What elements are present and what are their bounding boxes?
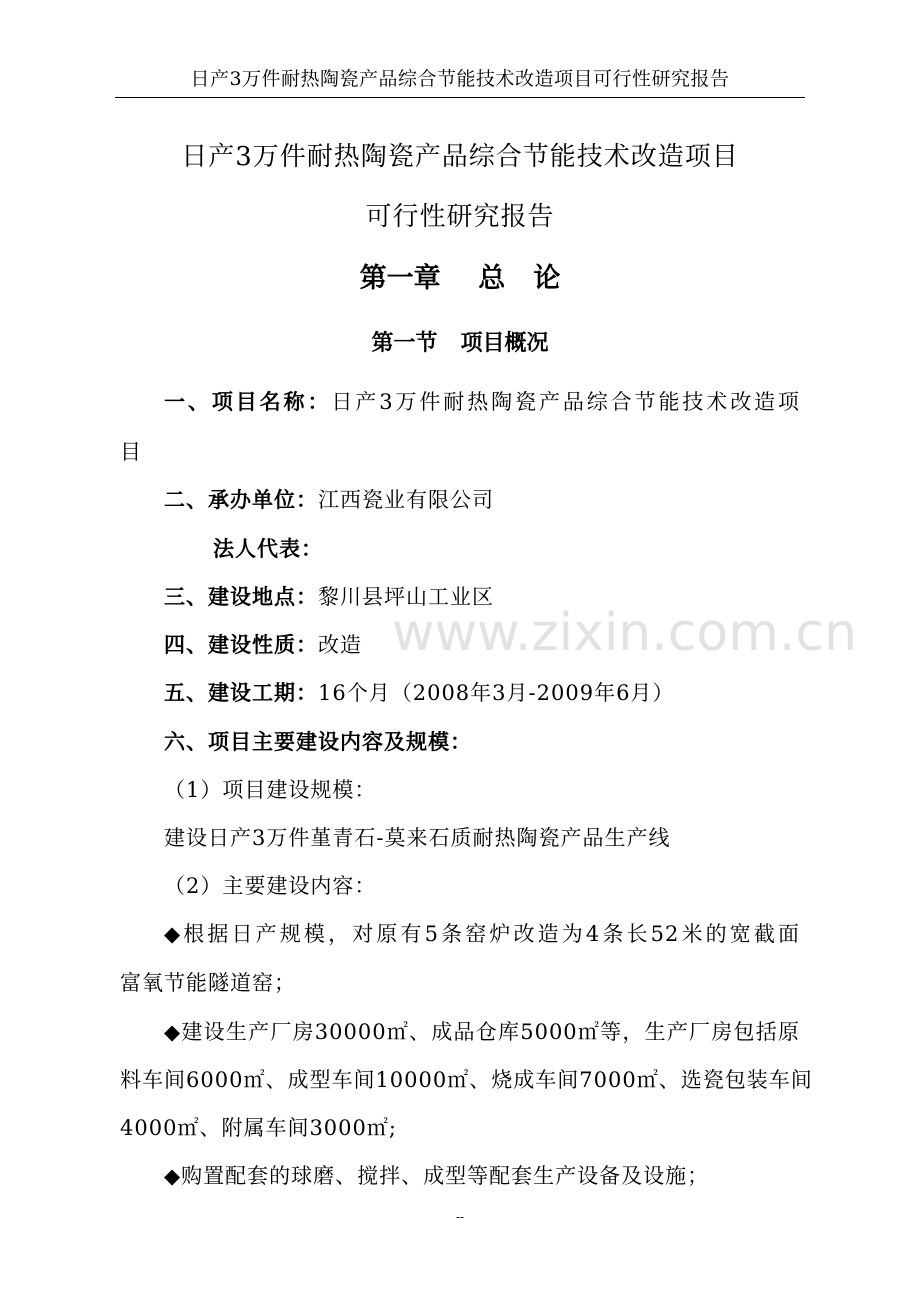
item-value: 日产3万件耐热陶瓷产品综合节能技术改造项: [331, 390, 801, 414]
scale-label: （1）项目建设规模：: [164, 778, 377, 802]
item-nature: [164, 629, 362, 659]
header-divider: [115, 97, 805, 98]
bullet-kiln-line2: 富氧节能隧道窑；: [120, 971, 296, 995]
bullet-equipment: ◆购置配套的球磨、搅拌、成型等配套生产设备及设施；: [164, 1164, 710, 1188]
page-footer-marker: --: [455, 1210, 465, 1224]
running-header: 日产3万件耐热陶瓷产品综合节能技术改造项目可行性研究报告: [190, 68, 730, 90]
item-label: 二、承办单位：: [164, 487, 318, 512]
item-project-name: [164, 386, 800, 416]
item-organizer: [164, 484, 494, 514]
bullet-kiln-line1: ◆根据日产规模，对原有5条窑炉改造为4条长52米的宽截面: [164, 922, 800, 946]
item-value: 改造: [318, 633, 362, 657]
item-value: 16个月（2008年3月-2009年6月）: [318, 681, 675, 705]
report-title-line2: 可行性研究报告: [365, 202, 555, 232]
item-content-heading: 六、项目主要建设内容及规模：: [164, 729, 472, 754]
bullet-buildings-line2: 料车间6000㎡、成型车间10000㎡、烧成车间7000㎡、选瓷包装车间: [120, 1068, 813, 1092]
bullet-buildings-line3: 4000㎡、附属车间3000㎡;: [120, 1116, 397, 1140]
bullet-buildings-line1: ◆建设生产厂房30000㎡、成品仓库5000㎡等，生产厂房包括原: [164, 1020, 800, 1044]
item-label: 四、建设性质：: [164, 632, 318, 657]
watermark: www.zixin.com.cn: [392, 603, 857, 663]
item-period: [164, 677, 674, 707]
item-label: 一、项目名称：: [164, 389, 332, 414]
scale-text: 建设日产3万件堇青石-莫来石质耐热陶瓷产品生产线: [164, 826, 671, 850]
item-value: 江西瓷业有限公司: [318, 488, 494, 512]
report-title-line1: 日产3万件耐热陶瓷产品综合节能技术改造项目: [181, 142, 739, 172]
item-legal-rep: 法人代表：: [213, 536, 323, 561]
chapter-heading: 第一章 总 论: [359, 263, 561, 294]
item-project-name-cont: 目: [120, 440, 142, 464]
content-label: （2）主要建设内容：: [164, 874, 377, 898]
item-label: 三、建设地点：: [164, 584, 318, 609]
item-label: 五、建设工期：: [164, 680, 318, 705]
item-value: 黎川县坪山工业区: [318, 585, 494, 609]
section-heading: 第一节 项目概况: [371, 330, 549, 356]
